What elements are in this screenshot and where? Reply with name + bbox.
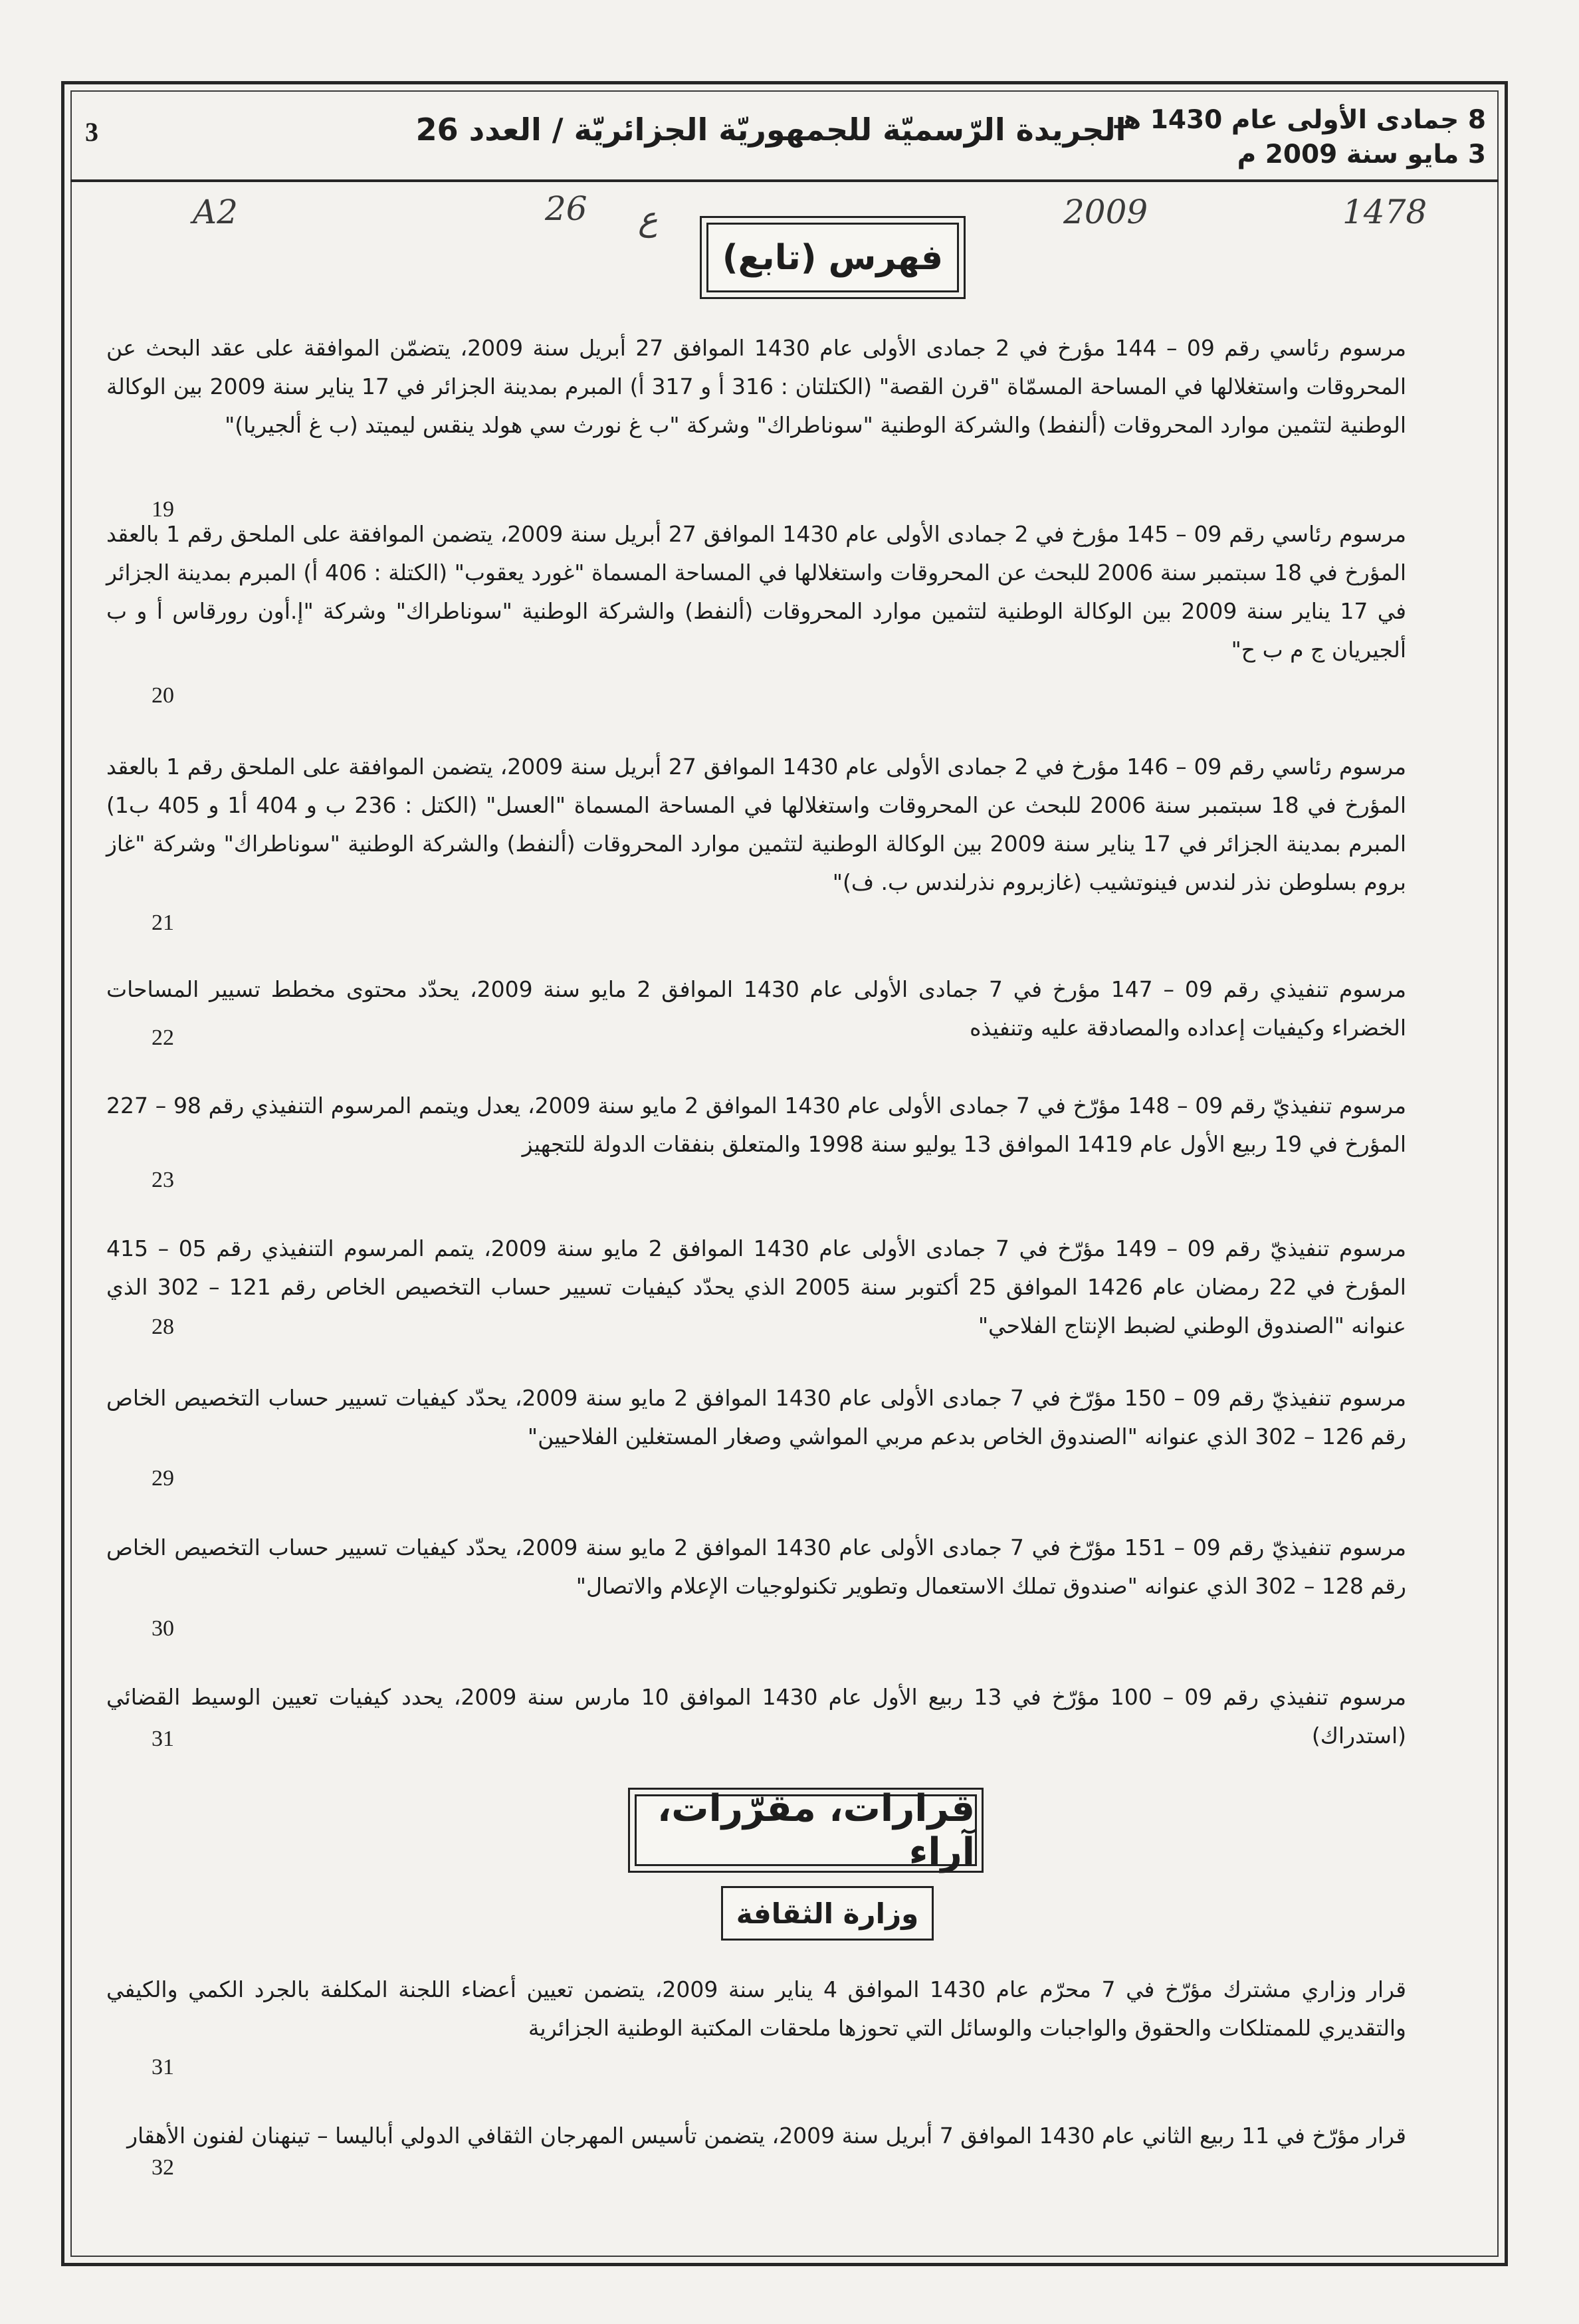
entry-page-number: 22 [152,1025,174,1050]
entry-page-number: 23 [152,1168,174,1192]
index-entry: مرسوم تنفيذيّ رقم 09 – 149 مؤرّخ في 7 جمادى الأولى عام 1430 الموافق 2 مايو سنة 2009، يتمم المرسوم التنفيذي رقم 05 – 415 المؤرخ في 22 رمضان عام 1426 الموافق 25 أكتوبر سنة 2005 الذي يحدّد كيفيات تسيير حساب التخصيص الخاص رقم 121 – 302 الذي عنوانه "الصندوق الوطني لضبط الإنتاج الفلاحي" [106,1235,1406,1338]
index-entry: مرسوم تنفيذي رقم 09 – 147 مؤرخ في 7 جمادى الأولى عام 1430 الموافق 2 مايو سنة 2009، يحدّد محتوى مخطط تسيير المساحات الخضراء وكيفيات إعداده والمصادقة عليه وتنفيذه [106,976,1407,1041]
header-rule [70,179,1499,182]
index-entry: مرسوم تنفيذيّ رقم 09 – 151 مؤرّخ في 7 جمادى الأولى عام 1430 الموافق 2 مايو سنة 2009، يحدّد كيفيات تسيير حساب التخصيص الخاص رقم 128 – 302 الذي عنوانه "صندوق تملك الاستعمال وتطوير تكنولوجيات الإعلام والاتصال" [106,1534,1406,1599]
date-gregorian: 3 مايو سنة 2009 م [1237,140,1486,169]
index-entry: مرسوم تنفيذيّ رقم 09 – 148 مؤرّخ في 7 جمادى الأولى عام 1430 الموافق 2 مايو سنة 2009، يعدل ويتمم المرسوم التنفيذي رقم 98 – 227 المؤرخ في 19 ربيع الأول عام 1419 الموافق 13 يوليو سنة 1998 والمتعلق بنفقات الدولة للتجهيز [106,1093,1407,1157]
entry-page-number: 21 [152,910,174,935]
handwritten-mark: 26 [545,189,587,228]
ministry-entry: قرار وزاري مشترك مؤرّخ في 7 محرّم عام 1430 الموافق 4 يناير سنة 2009، يتضمن تعيين أعضاء اللجنة المكلفة بالجرد الكمي والكيفي والتقديري للممتلكات والحقوق والواجبات والوسائل التي تحوزها ملحقات المكتبة الوطنية الجزائرية [106,1976,1406,2041]
ministry-title: وزارة الثقافة [721,1886,934,1941]
handwritten-mark: ع [638,199,658,238]
index-entry: مرسوم رئاسي رقم 09 – 144 مؤرخ في 2 جمادى الأولى عام 1430 الموافق 27 أبريل سنة 2009، يتضمّن الموافقة على عقد البحث عن المحروقات واستغلالها في المساحة المسمّاة "قرن القصة" (الكتلتان : 316 أ و 317 أ) المبرم بمدينة الجزائر في 17 يناير سنة 2009 بين الوكالة الوطنية لتثمين موارد المحروقات (ألنفط) والشركة الوطنية "سوناطراك" وشركة "ب غ نورث سي هولد ينقس ليميتد (ب غ ألجيريا)" [106,335,1407,438]
entry-page-number: 28 [152,1315,174,1339]
date-hijri: 8 جمادى الأولى عام 1430 هـ [1114,105,1486,135]
handwritten-mark: 1478 [1342,193,1427,231]
handwritten-mark: 2009 [1063,193,1148,231]
handwritten-mark: A2 [193,193,238,231]
index-entry: مرسوم تنفيذيّ رقم 09 – 150 مؤرّخ في 7 جمادى الأولى عام 1430 الموافق 2 مايو سنة 2009، يحدّد كيفيات تسيير حساب التخصيص الخاص رقم 126 – 302 الذي عنوانه "الصندوق الخاص بدعم مربي المواشي وصغار المستغلين الفلاحيين" [106,1385,1406,1449]
entry-page-number: 30 [152,1616,174,1641]
entry-page-number: 32 [152,2155,174,2180]
ministry-entry: قرار مؤرّخ في 11 ربيع الثاني عام 1430 الموافق 7 أبريل سنة 2009، يتضمن تأسيس المهرجان الثقافي الدولي أباليسا – تينهنان لفنون الأهقار [127,2123,1406,2149]
index-entry: مرسوم رئاسي رقم 09 – 146 مؤرخ في 2 جمادى الأولى عام 1430 الموافق 27 أبريل سنة 2009، يتضمن الموافقة على الملحق رقم 1 بالعقد المؤرخ في 18 سبتمبر سنة 2006 للبحث عن المحروقات واستغلالها في المساحة المسماة "العسل" (الكتل : 236 ب و 404 أ1 و 405 ب1) المبرم بمدينة الجزائر في 17 يناير سنة 2009 بين الوكالة الوطنية لتثمين موارد المحروقات (ألنفط) والشركة الوطنية "سوناطراك" وشركة "غاز بروم بسلوطن نذر لندس فينوتشيب (غازبروم نذرلندس ب. ف)" [106,754,1406,895]
section-title: قرارات، مقرّرات، آراء [635,1794,977,1866]
entry-page-number: 29 [152,1466,174,1491]
entry-page-number: 20 [152,683,174,708]
entry-page-number: 19 [152,497,174,522]
entry-page-number: 31 [152,1727,174,1751]
index-entry: مرسوم رئاسي رقم 09 – 145 مؤرخ في 2 جمادى الأولى عام 1430 الموافق 27 أبريل سنة 2009، يتضمن الموافقة على الملحق رقم 1 بالعقد المؤرخ في 18 سبتمبر سنة 2006 للبحث عن المحروقات واستغلالها في المساحة المسماة "غورد يعقوب" (الكتلة : 406 أ) المبرم بمدينة الجزائر في 17 يناير سنة 2009 بين الوكالة الوطنية لتثمين موارد المحروقات (ألنفط) والشركة الوطنية "سوناطراك" وشركة "إ.أون رورقاس أ و ب ألجيريان ج م ب ح" [106,521,1406,663]
page-number: 3 [85,117,98,147]
index-title: فهرس (تابع) [706,223,959,292]
index-entry: مرسوم تنفيذي رقم 09 – 100 مؤرّخ في 13 ربيع الأول عام 1430 الموافق 10 مارس سنة 2009، يحدد كيفيات تعيين الوسيط القضائي (استدراك) [106,1684,1406,1748]
journal-title: الجريدة الرّسميّة للجمهوريّة الجزائريّة / العدد 26 [415,112,1126,148]
entry-page-number: 31 [152,2055,174,2079]
